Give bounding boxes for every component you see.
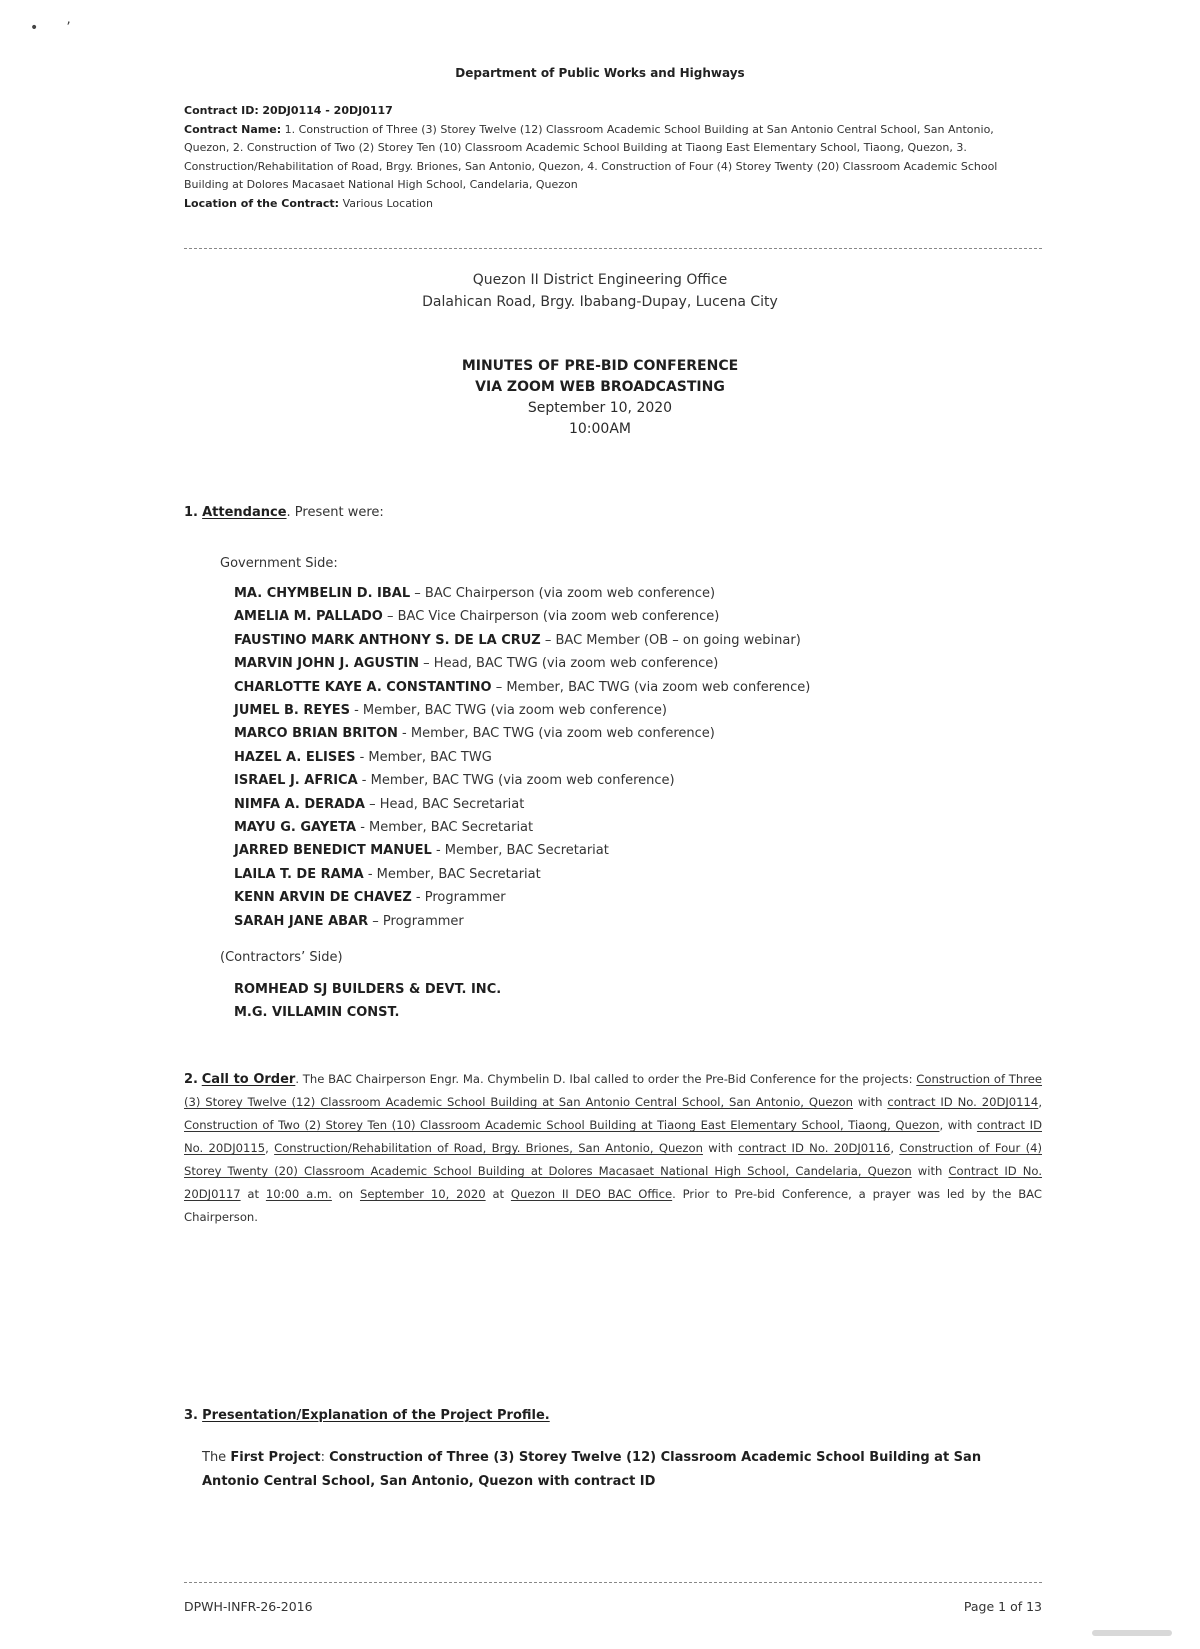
contract-id-ref: contract ID No. 20DJ0116: [738, 1141, 891, 1155]
para-text: . The BAC Chairperson Engr. Ma. Chymbelin D. Ibal called to order the Pre-Bid Conference for the projects:: [295, 1072, 917, 1086]
attendee-role: – BAC Member (OB – on going webinar): [540, 632, 801, 648]
project-name: Construction of Three (3) Storey Twelve (12) Classroom Academic School Building at San Antonio Central School, San Antonio, Quezon: [184, 1072, 1042, 1109]
para-text: The: [202, 1450, 231, 1465]
office-block: [0, 269, 1200, 313]
contract-name-value: 1. Construction of Three (3) Storey Twelve (12) Classroom Academic School Building at San Antonio Central School, San Antonio, Quezon, 2. Construction of Two (2) Storey Ten (10) Classroom Academic School Building at Tiaong East Elementary School, Tiaong, Quezon, 3. Construction/Rehabilitation of Road, Brgy. Briones, San Antonio, Quezon, 4. Construction of Four (4) Storey Twenty (20) Classroom Academic School Building at Dolores Macasaet National High School, Candelaria, Quezon: [184, 122, 998, 191]
attendee-row: [234, 863, 810, 886]
para-text: at: [485, 1187, 511, 1201]
attendee-role: - Member, BAC Secretariat: [363, 866, 541, 882]
attendee-row: [234, 605, 810, 628]
para-text: ,: [890, 1141, 900, 1155]
attendee-list: [234, 582, 810, 933]
contract-id-ref: contract ID No. 20DJ0114: [887, 1095, 1039, 1109]
para-text: with: [702, 1141, 739, 1155]
first-project-title: Construction of Three (3) Storey Twelve (12) Classroom Academic School Building at San Antonio Central School, San Antonio, Quezon with contract ID: [202, 1450, 982, 1489]
attendee-role: – Member, BAC TWG (via zoom web conference): [491, 679, 811, 695]
attendee-name: AMELIA M. PALLADO: [234, 609, 383, 625]
first-project-label: First Project: [230, 1450, 321, 1465]
para-text: with: [853, 1095, 888, 1109]
location-line: [184, 195, 1042, 214]
attendee-name: JUMEL B. REYES: [234, 703, 350, 719]
contractor-name: ROMHEAD SJ BUILDERS & DEVT. INC.: [234, 982, 502, 997]
contract-id-line: [184, 102, 1042, 121]
contract-header: [184, 102, 1042, 213]
location-value: Various Location: [342, 196, 434, 210]
attendee-name: HAZEL A. ELISES: [234, 749, 356, 765]
meeting-time: 10:00 a.m.: [265, 1187, 332, 1201]
attendee-role: - Member, BAC TWG: [355, 749, 492, 765]
para-text: . Prior to Pre-bid Conference, a prayer was led by the BAC Chairperson.: [184, 1187, 1042, 1224]
section-presentation-heading: [184, 1408, 550, 1423]
page-number: Page 1 of 13: [963, 1599, 1042, 1614]
attendee-name: MARVIN JOHN J. AGUSTIN: [234, 656, 420, 672]
project-name: Construction/Rehabilitation of Road, Brgy. Briones, San Antonio, Quezon: [274, 1141, 703, 1155]
attendee-role: – Head, BAC Secretariat: [365, 796, 525, 812]
para-text: on: [331, 1187, 360, 1201]
section-attendance-heading: [184, 505, 384, 520]
speck-mark: •: [30, 20, 39, 36]
scan-specks: [30, 20, 99, 36]
para-text: , with: [939, 1118, 977, 1132]
attendee-name: LAILA T. DE RAMA: [234, 866, 364, 882]
attendee-name: FAUSTINO MARK ANTHONY S. DE LA CRUZ: [234, 632, 541, 648]
attendee-role: – BAC Vice Chairperson (via zoom web conference): [382, 609, 720, 625]
attendee-name: JARRED BENEDICT MANUEL: [234, 843, 432, 859]
project-name: Construction of Four (4) Storey Twenty (20) Classroom Academic School Building at Dolores Macasaet National High School, Candelaria, Quezon: [184, 1141, 1042, 1178]
contract-name-line: [184, 121, 1042, 195]
minutes-title: MINUTES OF PRE-BID CONFERENCE: [461, 358, 739, 374]
section-number: 1.: [184, 505, 198, 520]
attendee-row: [234, 746, 810, 769]
call-to-order-paragraph: [184, 1068, 1042, 1229]
header-divider: [184, 248, 1042, 249]
para-text: :: [320, 1450, 330, 1465]
department-heading: Department of Public Works and Highways: [455, 66, 745, 80]
contractor-name: M.G. VILLAMIN CONST.: [234, 1005, 400, 1020]
attendee-role: - Member, BAC Secretariat: [356, 820, 534, 836]
attendee-row: [234, 676, 810, 699]
contract-id-label: Contract ID:: [184, 104, 259, 117]
attendee-role: - Member, BAC Secretariat: [431, 843, 609, 859]
minutes-subtitle: VIA ZOOM WEB BROADCASTING: [475, 379, 725, 395]
section-title: Attendance: [202, 505, 287, 520]
footer-divider: [184, 1582, 1042, 1583]
attendee-role: – Programmer: [368, 913, 464, 929]
attendee-name: CHARLOTTE KAYE A. CONSTANTINO: [234, 679, 492, 695]
speck-mark: ’: [66, 20, 71, 36]
attendee-role: – BAC Chairperson (via zoom web conference): [410, 586, 716, 601]
contractor-list: [234, 978, 501, 1024]
para-text: with: [911, 1164, 949, 1178]
attendee-row: [234, 886, 810, 909]
contract-id-value: 20DJ0114 - 20DJ0117: [262, 104, 393, 117]
para-text: ,: [265, 1141, 275, 1155]
contractors-side-label: (Contractors’ Side): [220, 950, 343, 965]
attendee-row: [234, 910, 810, 933]
contract-id-ref: Contract ID No. 20DJ0117: [184, 1164, 1042, 1201]
attendee-row: [234, 582, 810, 605]
attendee-name: MA. CHYMBELIN D. IBAL: [234, 586, 411, 601]
location-label: Location of the Contract:: [184, 196, 340, 210]
attendee-role: – Head, BAC TWG (via zoom web conference): [419, 656, 719, 672]
section-number: 2.: [184, 1072, 198, 1087]
project-name: Construction of Two (2) Storey Ten (10) Classroom Academic School Building at Tiaong East Elementary School, Tiaong, Quezon: [184, 1118, 940, 1132]
contract-name-label: Contract Name:: [184, 122, 282, 136]
office-name: Quezon II District Engineering Office: [472, 272, 728, 288]
attendee-role: - Member, BAC TWG (via zoom web conference): [397, 726, 715, 742]
attendee-row: [234, 839, 810, 862]
minutes-date: September 10, 2020: [527, 400, 673, 416]
para-text: ,: [1038, 1095, 1042, 1109]
attendee-row: [234, 652, 810, 675]
attendee-role: - Member, BAC TWG (via zoom web conference): [349, 703, 667, 719]
attendee-row: [234, 793, 810, 816]
section-number: 3.: [184, 1408, 198, 1423]
attendee-name: SARAH JANE ABAR: [234, 913, 369, 929]
form-code: DPWH-INFR-26-2016: [184, 1599, 313, 1614]
section-title: Call to Order: [201, 1072, 296, 1087]
attendee-row: [234, 699, 810, 722]
section-title: Presentation/Explanation of the Project Profile.: [202, 1408, 550, 1423]
attendee-row: [234, 816, 810, 839]
minutes-title-block: [0, 356, 1200, 440]
minutes-time: 10:00AM: [568, 421, 631, 437]
contract-id-ref: contract ID No. 20DJ0115: [184, 1118, 1042, 1155]
section-rest: . Present were:: [286, 505, 384, 520]
meeting-date: September 10, 2020: [359, 1187, 486, 1201]
attendee-role: - Programmer: [411, 890, 506, 906]
attendee-row: [234, 722, 810, 745]
first-project-paragraph: [202, 1446, 1042, 1494]
attendee-name: KENN ARVIN DE CHAVEZ: [234, 890, 412, 906]
meeting-venue: Quezon II DEO BAC Office: [510, 1187, 673, 1201]
attendee-name: MARCO BRIAN BRITON: [234, 726, 398, 742]
scan-edge-mark: [1092, 1630, 1172, 1636]
attendee-row: [234, 769, 810, 792]
office-address: Dalahican Road, Brgy. Ibabang-Dupay, Lucena City: [422, 294, 778, 310]
attendee-row: [234, 629, 810, 652]
attendee-name: ISRAEL J. AFRICA: [234, 773, 358, 789]
government-side-label: Government Side:: [220, 556, 338, 571]
attendee-name: MAYU G. GAYETA: [234, 820, 357, 836]
attendee-role: - Member, BAC TWG (via zoom web conference): [357, 773, 675, 789]
para-text: at: [240, 1187, 266, 1201]
attendee-name: NIMFA A. DERADA: [234, 796, 365, 812]
